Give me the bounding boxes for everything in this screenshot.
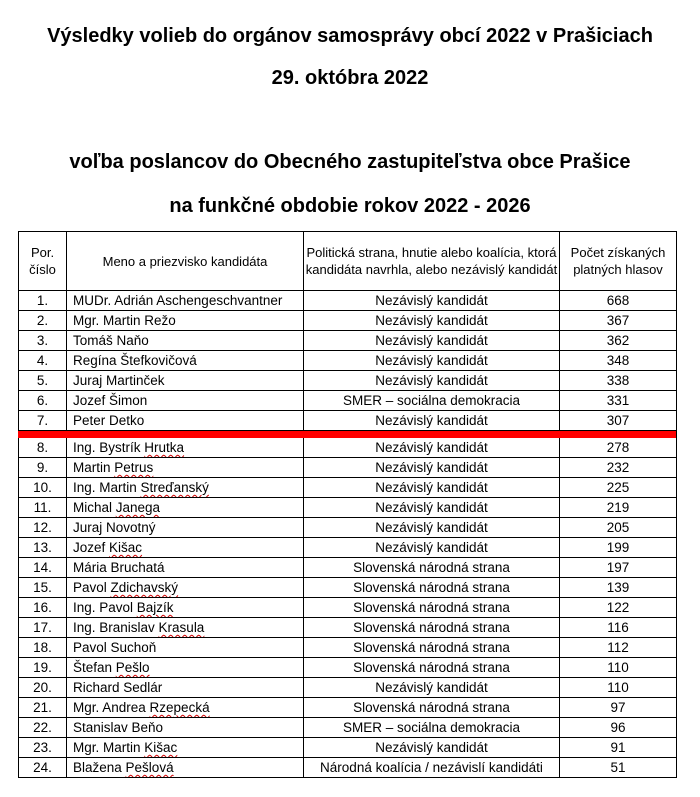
spellcheck-underline: Hrutka (144, 440, 185, 455)
candidate-name: Mgr. Andrea Rzepecká (67, 698, 304, 718)
vote-count: 338 (560, 371, 677, 391)
party-name: Nezávislý kandidát (304, 478, 560, 498)
election-date: 29. októbra 2022 (271, 67, 429, 89)
page-title: Výsledky volieb do orgánov samosprávy obcí 2022 v Prašiciach (47, 25, 653, 47)
elected-cutoff-line (18, 431, 676, 438)
row-number: 1. (19, 291, 67, 311)
vote-count: 122 (560, 598, 677, 618)
table-row (19, 311, 677, 331)
spellcheck-underline: Pešlová (125, 760, 174, 775)
candidate-name: Richard Sedlár (67, 678, 304, 698)
spellcheck-underline: Janega (115, 500, 161, 515)
vote-count: 348 (560, 351, 677, 371)
table-row (19, 391, 677, 411)
table-row (19, 478, 677, 498)
row-number: 23. (19, 738, 67, 758)
row-number: 11. (19, 498, 67, 518)
vote-count: 139 (560, 578, 677, 598)
party-name: Slovenská národná strana (304, 618, 560, 638)
spellcheck-underline: Bajzík (136, 600, 174, 615)
vote-count: 668 (560, 291, 677, 311)
row-number: 6. (19, 391, 67, 411)
candidate-name: Mgr. Martin Kišac (67, 738, 304, 758)
table-row (19, 618, 677, 638)
spellcheck-underline: Rzepecká (149, 700, 210, 715)
vote-count: 362 (560, 331, 677, 351)
candidate-name: Martin Petrus (67, 458, 304, 478)
party-name: Nezávislý kandidát (304, 438, 560, 458)
vote-count: 110 (560, 658, 677, 678)
party-name: Slovenská národná strana (304, 658, 560, 678)
table-row (19, 458, 677, 478)
row-number: 22. (19, 718, 67, 738)
party-name: Nezávislý kandidát (304, 331, 560, 351)
row-number: 8. (19, 438, 67, 458)
table-row (19, 598, 677, 618)
party-name: SMER – sociálna demokracia (304, 391, 560, 411)
row-number: 15. (19, 578, 67, 598)
row-number: 5. (19, 371, 67, 391)
row-number: 16. (19, 598, 67, 618)
header-votes: Počet získaných platných hlasov (560, 232, 677, 291)
other-rows (19, 438, 677, 778)
table-row (19, 291, 677, 311)
party-name: Nezávislý kandidát (304, 458, 560, 478)
vote-count: 51 (560, 758, 677, 778)
spellcheck-underline: Kišac (144, 740, 178, 755)
table-row (19, 758, 677, 778)
vote-count: 112 (560, 638, 677, 658)
candidate-name: Ing. Bystrík Hrutka (67, 438, 304, 458)
vote-count: 225 (560, 478, 677, 498)
header-party: Politická strana, hnutie alebo koalícia, ktorá kandidáta navrhla, alebo nezávislý kandidát (304, 232, 560, 291)
candidate-name: Blažena Pešlová (67, 758, 304, 778)
row-number: 4. (19, 351, 67, 371)
candidate-name: Pavol Suchoň (67, 638, 304, 658)
spellcheck-underline: Pešlo (115, 660, 150, 675)
row-number: 10. (19, 478, 67, 498)
party-name: Nezávislý kandidát (304, 738, 560, 758)
table-row (19, 538, 677, 558)
table-row (19, 351, 677, 371)
table-row (19, 371, 677, 391)
party-name: Slovenská národná strana (304, 638, 560, 658)
candidate-name: Jozef Kišac (67, 538, 304, 558)
candidate-name: Stanislav Beňo (67, 718, 304, 738)
table-row (19, 578, 677, 598)
party-name: Nezávislý kandidát (304, 678, 560, 698)
table-row (19, 498, 677, 518)
vote-count: 278 (560, 438, 677, 458)
section-title: voľba poslancov do Obecného zastupiteľstva obce Prašice (69, 151, 631, 173)
row-number: 24. (19, 758, 67, 778)
vote-count: 367 (560, 311, 677, 331)
table-row (19, 658, 677, 678)
results-table (18, 231, 677, 778)
table-row (19, 331, 677, 351)
row-number: 13. (19, 538, 67, 558)
party-name: Nezávislý kandidát (304, 498, 560, 518)
vote-count: 96 (560, 718, 677, 738)
party-name: Nezávislý kandidát (304, 518, 560, 538)
table-row (19, 438, 677, 458)
party-name: Slovenská národná strana (304, 598, 560, 618)
party-name: Nezávislý kandidát (304, 371, 560, 391)
table-row (19, 518, 677, 538)
row-number: 20. (19, 678, 67, 698)
party-name: Nezávislý kandidát (304, 311, 560, 331)
spellcheck-underline: Zdichavský (110, 580, 179, 595)
vote-count: 97 (560, 698, 677, 718)
vote-count: 91 (560, 738, 677, 758)
candidate-name: Mgr. Martin Režo (67, 311, 304, 331)
candidate-name: Michal Janega (67, 498, 304, 518)
candidate-name: Juraj Martinček (67, 371, 304, 391)
row-number: 3. (19, 331, 67, 351)
vote-count: 199 (560, 538, 677, 558)
party-name: Slovenská národná strana (304, 578, 560, 598)
candidate-name: Ing. Pavol Bajzík (67, 598, 304, 618)
party-name: Národná koalícia / nezávislí kandidáti (304, 758, 560, 778)
candidate-name: MUDr. Adrián Aschengeschvantner (67, 291, 304, 311)
spellcheck-underline: Streďanský (140, 480, 209, 495)
spellcheck-underline: Kišac (109, 540, 143, 555)
candidate-name: Štefan Pešlo (67, 658, 304, 678)
candidate-name: Regína Štefkovičová (67, 351, 304, 371)
candidate-name: Mária Bruchatá (67, 558, 304, 578)
candidate-name: Peter Detko (67, 411, 304, 431)
party-name: Nezávislý kandidát (304, 291, 560, 311)
header-name: Meno a priezvisko kandidáta (67, 232, 304, 291)
spellcheck-underline: Petrus (114, 460, 154, 475)
row-number: 18. (19, 638, 67, 658)
candidate-name: Juraj Novotný (67, 518, 304, 538)
party-name: Slovenská národná strana (304, 558, 560, 578)
vote-count: 197 (560, 558, 677, 578)
table-row (19, 718, 677, 738)
vote-count: 219 (560, 498, 677, 518)
vote-count: 307 (560, 411, 677, 431)
vote-count: 110 (560, 678, 677, 698)
row-number: 2. (19, 311, 67, 331)
table-row (19, 738, 677, 758)
header-number: Por. číslo (19, 232, 67, 291)
table-row (19, 698, 677, 718)
vote-count: 331 (560, 391, 677, 411)
table-row (19, 411, 677, 431)
row-number: 17. (19, 618, 67, 638)
row-number: 19. (19, 658, 67, 678)
elected-rows (19, 291, 677, 431)
term-period: na funkčné obdobie rokov 2022 - 2026 (169, 195, 531, 217)
party-name: Slovenská národná strana (304, 698, 560, 718)
table-row (19, 678, 677, 698)
party-name: Nezávislý kandidát (304, 411, 560, 431)
row-number: 14. (19, 558, 67, 578)
vote-count: 205 (560, 518, 677, 538)
spellcheck-underline: Krasula (158, 620, 205, 635)
candidate-name: Jozef Šimon (67, 391, 304, 411)
party-name: SMER – sociálna demokracia (304, 718, 560, 738)
table-row (19, 558, 677, 578)
candidate-name: Ing. Branislav Krasula (67, 618, 304, 638)
row-number: 7. (19, 411, 67, 431)
candidate-name: Ing. Martin Streďanský (67, 478, 304, 498)
row-number: 9. (19, 458, 67, 478)
candidate-name: Pavol Zdichavský (67, 578, 304, 598)
party-name: Nezávislý kandidát (304, 351, 560, 371)
row-number: 12. (19, 518, 67, 538)
table-row (19, 638, 677, 658)
vote-count: 116 (560, 618, 677, 638)
vote-count: 232 (560, 458, 677, 478)
row-number: 21. (19, 698, 67, 718)
candidate-name: Tomáš Naňo (67, 331, 304, 351)
table-header-row (19, 232, 677, 291)
party-name: Nezávislý kandidát (304, 538, 560, 558)
